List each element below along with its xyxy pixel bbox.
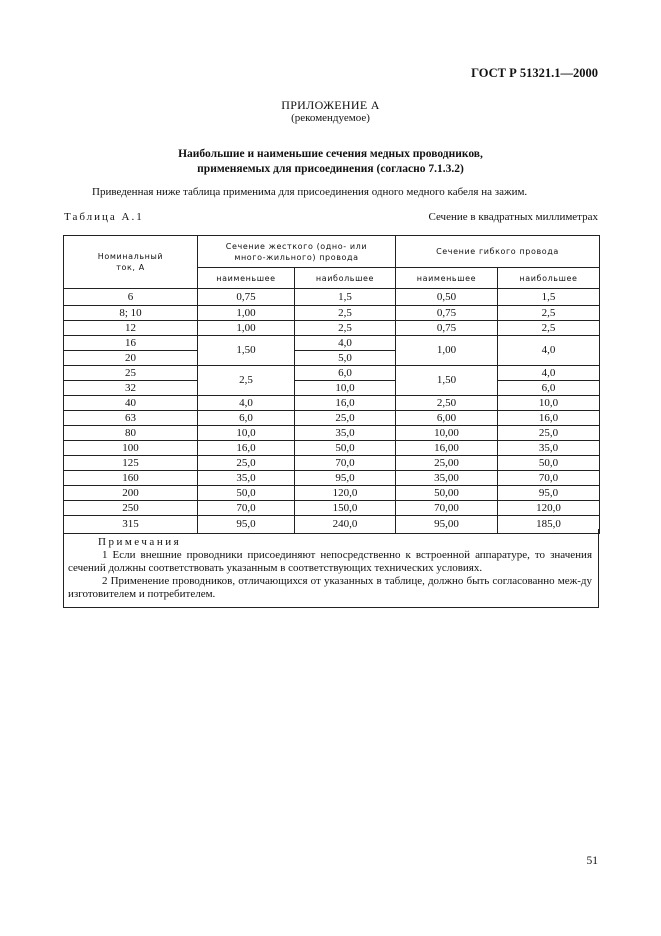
table-row — [64, 366, 600, 381]
cell-rigid-max: 150,0 — [295, 501, 396, 516]
cell-flex-min: 0,50 — [396, 289, 498, 306]
cell-rigid-max: 2,5 — [295, 321, 396, 336]
cell-flex-max: 70,0 — [498, 471, 600, 486]
cell-flex-max: 2,5 — [498, 321, 600, 336]
table-row — [64, 411, 600, 426]
note-item-2: 2 Применение проводников, отличающихся от указанных в таблице, должно быть согласованно меж-ду изготовителем и потребителем. — [68, 575, 592, 600]
cell-rigid-min: 6,0 — [198, 411, 295, 426]
cell-rigid-max: 6,0 — [295, 366, 396, 381]
table-row — [64, 441, 600, 456]
cell-flex-min: 16,00 — [396, 441, 498, 456]
cell-flex-max: 95,0 — [498, 486, 600, 501]
header-flexible: Сечение гибкого провода — [396, 236, 600, 268]
cell-rigid-max: 2,5 — [295, 306, 396, 321]
cell-rigid-min: 70,0 — [198, 501, 295, 516]
cell-current: 12 — [64, 321, 198, 336]
cell-flex-max: 185,0 — [498, 516, 600, 534]
table-row — [64, 486, 600, 501]
header-flex-max: наибольшее — [498, 268, 600, 289]
header-rigid-max: наибольшее — [295, 268, 396, 289]
cell-current: 125 — [64, 456, 198, 471]
table-row — [64, 456, 600, 471]
cell-rigid-min: 16,0 — [198, 441, 295, 456]
cell-current: 100 — [64, 441, 198, 456]
cell-rigid-min: 50,0 — [198, 486, 295, 501]
table-row — [64, 501, 600, 516]
cell-rigid-max: 4,0 — [295, 336, 396, 351]
notes-block — [63, 529, 599, 608]
cell-rigid-min: 1,00 — [198, 306, 295, 321]
cell-current: 80 — [64, 426, 198, 441]
cell-rigid-min: 4,0 — [198, 396, 295, 411]
cell-flex-max: 25,0 — [498, 426, 600, 441]
cell-rigid-min: 2,5 — [198, 366, 295, 396]
cell-flex-max: 10,0 — [498, 396, 600, 411]
section-heading — [0, 147, 661, 177]
cell-rigid-min: 10,0 — [198, 426, 295, 441]
cell-rigid-max: 16,0 — [295, 396, 396, 411]
cell-current: 160 — [64, 471, 198, 486]
table-row — [64, 321, 600, 336]
section-heading-line-1: Наибольшие и наименьшие сечения медных проводников, — [178, 148, 483, 160]
cell-rigid-min: 1,00 — [198, 321, 295, 336]
conductor-table — [63, 235, 600, 534]
cell-flex-min: 2,50 — [396, 396, 498, 411]
table-row — [64, 471, 600, 486]
page-number: 51 — [586, 855, 598, 867]
cell-flex-min: 1,50 — [396, 366, 498, 396]
table-row — [64, 336, 600, 351]
cell-current: 8; 10 — [64, 306, 198, 321]
table-row — [64, 289, 600, 306]
cell-rigid-max: 240,0 — [295, 516, 396, 534]
cell-flex-min: 50,00 — [396, 486, 498, 501]
cell-current: 25 — [64, 366, 198, 381]
cell-rigid-max: 120,0 — [295, 486, 396, 501]
cell-rigid-max: 95,0 — [295, 471, 396, 486]
cell-flex-min: 1,00 — [396, 336, 498, 366]
cell-rigid-max: 35,0 — [295, 426, 396, 441]
cell-flex-max: 2,5 — [498, 306, 600, 321]
cell-flex-max: 4,0 — [498, 336, 600, 366]
appendix-status: (рекомендуемое) — [291, 112, 370, 124]
cell-flex-max: 6,0 — [498, 381, 600, 396]
cell-rigid-min: 35,0 — [198, 471, 295, 486]
standard-number: ГОСТ Р 51321.1—2000 — [471, 66, 598, 80]
table-row — [64, 396, 600, 411]
table-row — [64, 381, 600, 396]
cell-flex-min: 10,00 — [396, 426, 498, 441]
cell-current: 6 — [64, 289, 198, 306]
table-row — [64, 306, 600, 321]
cell-flex-min: 0,75 — [396, 321, 498, 336]
cell-current: 315 — [64, 516, 198, 534]
cell-flex-max: 120,0 — [498, 501, 600, 516]
cell-current: 32 — [64, 381, 198, 396]
cell-rigid-max: 50,0 — [295, 441, 396, 456]
cell-current: 16 — [64, 336, 198, 351]
notes-title: Примечания — [98, 536, 182, 548]
cell-flex-max: 16,0 — [498, 411, 600, 426]
cell-current: 200 — [64, 486, 198, 501]
header-rigid-min: наименьшее — [198, 268, 295, 289]
cell-rigid-max: 1,5 — [295, 289, 396, 306]
cell-current: 40 — [64, 396, 198, 411]
cell-current: 63 — [64, 411, 198, 426]
cell-current: 250 — [64, 501, 198, 516]
cell-flex-max: 4,0 — [498, 366, 600, 381]
cell-flex-min: 0,75 — [396, 306, 498, 321]
cell-flex-max: 50,0 — [498, 456, 600, 471]
note-item-1: 1 Если внешние проводники присоединяют непосредственно к встроенной аппаратуре, то значения сечений должны соответствовать указанным в соответствующих технических условиях. — [68, 549, 592, 574]
cell-rigid-max: 5,0 — [295, 351, 396, 366]
cell-current: 20 — [64, 351, 198, 366]
cell-flex-min: 70,00 — [396, 501, 498, 516]
header-flex-min: наименьшее — [396, 268, 498, 289]
cell-flex-max: 35,0 — [498, 441, 600, 456]
cell-flex-min: 95,00 — [396, 516, 498, 534]
appendix-title: ПРИЛОЖЕНИЕ А — [281, 98, 380, 112]
cell-rigid-min: 25,0 — [198, 456, 295, 471]
cell-rigid-min: 0,75 — [198, 289, 295, 306]
table-row — [64, 426, 600, 441]
cell-rigid-min: 1,50 — [198, 336, 295, 366]
cell-flex-min: 25,00 — [396, 456, 498, 471]
header-current: Номинальный ток, А — [64, 236, 198, 289]
cell-flex-min: 35,00 — [396, 471, 498, 486]
cell-rigid-max: 25,0 — [295, 411, 396, 426]
cell-rigid-max: 10,0 — [295, 381, 396, 396]
cell-flex-min: 6,00 — [396, 411, 498, 426]
table-unit-caption: Сечение в квадратных миллиметрах — [428, 211, 598, 223]
cell-flex-max: 1,5 — [498, 289, 600, 306]
cell-rigid-max: 70,0 — [295, 456, 396, 471]
header-rigid: Сечение жесткого (одно- или много-жильного) провода — [198, 236, 396, 268]
table-label: Таблица А.1 — [64, 211, 144, 223]
cell-rigid-min: 95,0 — [198, 516, 295, 534]
section-heading-line-2: применяемых для присоединения (согласно 7.1.3.2) — [197, 163, 464, 175]
intro-paragraph: Приведенная ниже таблица применима для присоединения одного медного кабеля на зажим. — [92, 186, 528, 198]
